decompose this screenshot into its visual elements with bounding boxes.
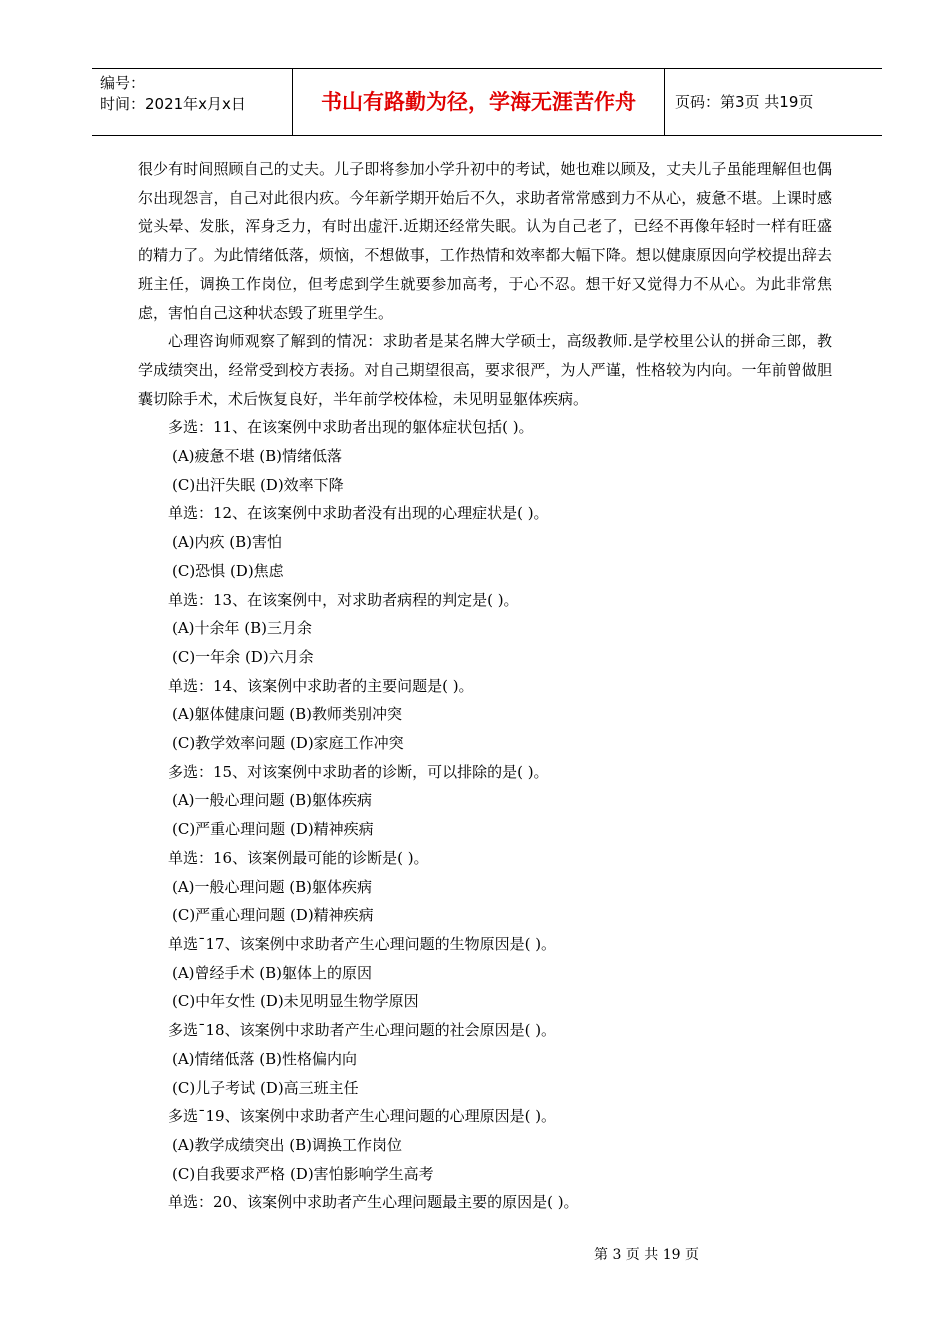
question-stem: 单选：12、在该案例中求助者没有出现的心理症状是( )。: [168, 504, 549, 523]
serial-number-label: 编号：: [100, 74, 146, 92]
question-options: (A)十余年 (B)三月余: [172, 619, 313, 638]
document-body: [138, 155, 832, 1217]
question-options: (C)自我要求严格 (D)害怕影响学生高考: [172, 1164, 434, 1183]
case-paragraph: 很少有时间照顾自己的丈夫。儿子即将参加小学升初中的考试，她也难以顾及，丈夫儿子虽能理解但也偶尔出现怨言，自己对此很内疚。今年新学期开始后不久，求助者常常感到力不从心，疲惫不堪。上课时感觉头晕、发胀，浑身乏力，有时出虚汗.近期还经常失眠。认为自己老了，已经不再像年轻时一样有旺盛的精力了。为此情绪低落，烦恼，不想做事，工作热情和效率都大幅下降。想以健康原因向学校提出辞去班主任，调换工作岗位，但考虑到学生就要参加高考，于心不忍。想干好又觉得力不从心。为此非常焦虑，害怕自己这种状态毁了班里学生。: [138, 160, 832, 322]
question-options: (C)一年余 (D)六月余: [172, 647, 314, 666]
question-options: (A)一般心理问题 (B)躯体疾病: [172, 791, 373, 810]
header-motto: 书山有路勤为径，学海无涯苦作舟: [293, 69, 665, 135]
question-block: [138, 499, 832, 585]
header-page-code: 页码：第3页 共19页: [675, 93, 814, 111]
question-options: (C)教学效率问题 (D)家庭工作冲突: [172, 734, 404, 753]
question-stem: 多选¯18、该案例中求助者产生心理问题的社会原因是( )。: [168, 1021, 557, 1040]
question-options: (C)严重心理问题 (D)精神疾病: [172, 820, 374, 839]
question-block: [138, 1102, 832, 1188]
question-block: [138, 930, 832, 1016]
question-options: (C)恐惧 (D)焦虑: [172, 561, 284, 580]
question-options: (C)儿子考试 (D)高三班主任: [172, 1078, 359, 1097]
question-options: (C)严重心理问题 (D)精神疾病: [172, 906, 374, 925]
question-options: (A)一般心理问题 (B)躯体疾病: [172, 877, 373, 896]
question-block: [138, 758, 832, 844]
question-options: (A)内疚 (B)害怕: [172, 533, 283, 552]
question-options: (A)情绪低落 (B)性格偏内向: [172, 1049, 358, 1068]
question-stem: 多选¯19、该案例中求助者产生心理问题的心理原因是( )。: [168, 1107, 557, 1126]
question-options: (A)疲惫不堪 (B)情绪低落: [172, 447, 343, 466]
question-stem: 单选：13、在该案例中，对求助者病程的判定是( )。: [168, 590, 519, 609]
question-block: [138, 844, 832, 930]
question-stem: 单选¯17、该案例中求助者产生心理问题的生物原因是( )。: [168, 934, 557, 953]
question-block: [138, 586, 832, 672]
question-stem: 单选：20、该案例中求助者产生心理问题最主要的原因是( )。: [168, 1193, 579, 1212]
question-block: [138, 1188, 832, 1217]
question-stem: 多选：15、对该案例中求助者的诊断，可以排除的是( )。: [168, 762, 549, 781]
question-options: (A)躯体健康问题 (B)教师类别冲突: [172, 705, 403, 724]
time-label: 时间：2021年x月x日: [100, 95, 246, 113]
question-block: [138, 672, 832, 758]
question-stem: 单选：14、该案例中求助者的主要问题是( )。: [168, 676, 474, 695]
page-footer: 第 3 页 共 19 页: [594, 1247, 699, 1263]
case-paragraph: 心理咨询师观察了解到的情况：求助者是某名牌大学硕士，高级教师.是学校里公认的拼命三郎，教学成绩突出，经常受到校方表扬。对自己期望很高，要求很严，为人严谨，性格较为内向。一年前曾做胆囊切除手术，术后恢复良好，半年前学校体检，未见明显躯体疾病。: [138, 332, 832, 408]
question-options: (A)曾经手术 (B)躯体上的原因: [172, 963, 373, 982]
question-options: (C)中年女性 (D)未见明显生物学原因: [172, 992, 419, 1011]
question-stem: 多选：11、在该案例中求助者出现的躯体症状包括( )。: [168, 418, 534, 437]
question-options: (A)教学成绩突出 (B)调换工作岗位: [172, 1135, 403, 1154]
question-stem: 单选：16、该案例最可能的诊断是( )。: [168, 848, 429, 867]
header-meta-cell: [92, 69, 293, 135]
question-block: [138, 413, 832, 499]
question-block: [138, 1016, 832, 1102]
question-options: (C)出汗失眠 (D)效率下降: [172, 475, 344, 494]
page-header: [92, 68, 882, 136]
